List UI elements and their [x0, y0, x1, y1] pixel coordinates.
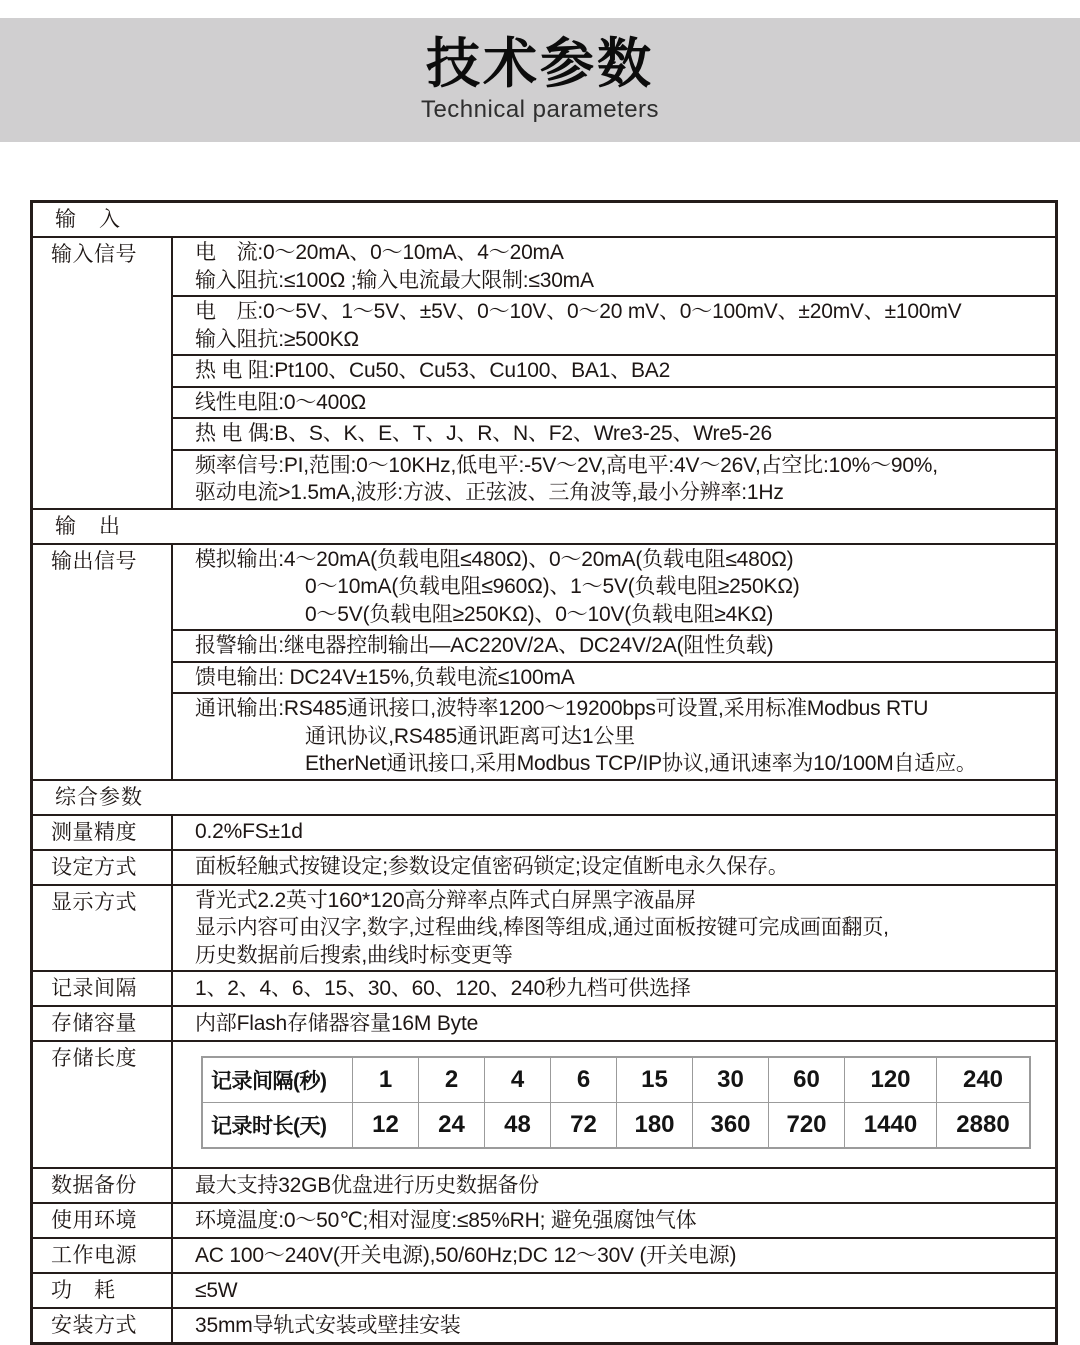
row-content	[173, 1007, 1055, 1040]
row-content	[173, 1239, 1055, 1272]
spec-line: 模拟输出:4～20mA(负载电阻≤480Ω)、0～20mA(负载电阻≤480Ω)	[195, 547, 794, 571]
spec-sub-row	[173, 631, 1055, 663]
spec-table	[30, 200, 1058, 1345]
row-content	[173, 1274, 1055, 1307]
row-content	[173, 972, 1055, 1005]
storage-table	[201, 1056, 1031, 1149]
storage-cell: 1440	[845, 1103, 937, 1147]
spec-sub-row	[173, 694, 1055, 779]
storage-table-wrap	[173, 1042, 1055, 1167]
row-label: 记录间隔	[33, 972, 173, 1005]
spec-sub-row	[173, 419, 1055, 451]
storage-cell: 72	[551, 1103, 617, 1147]
section-title-output: 输 出	[55, 514, 121, 538]
spec-line: 输入阻抗:≥500KΩ	[195, 327, 359, 351]
row-power-supply	[33, 1239, 1055, 1274]
spec-line: 历史数据前后搜索,曲线时标变更等	[195, 943, 513, 967]
row-label: 使用环境	[33, 1204, 173, 1237]
row-content	[173, 886, 1055, 971]
spec-sub-row	[173, 238, 1055, 297]
storage-cell: 360	[693, 1103, 769, 1147]
row-label-input-signal: 输入信号	[33, 238, 173, 508]
row-label: 设定方式	[33, 851, 173, 884]
spec-line: 电 压:0～5V、1～5V、±5V、0～10V、0～20 mV、0～100mV、±20mV、±100mV	[195, 300, 962, 323]
storage-cell: 1	[353, 1058, 419, 1102]
spec-line: 显示内容可由汉字,数字,过程曲线,棒图等组成,通过面板按键可完成画面翻页,	[195, 916, 889, 939]
row-installation-method	[33, 1309, 1055, 1342]
page-title: 技术参数	[426, 33, 654, 94]
storage-cell: 12	[353, 1103, 419, 1147]
spec-sub-row	[173, 663, 1055, 695]
spec-line: 输入阻抗:≤100Ω ;输入电流最大限制:≤30mA	[195, 268, 594, 292]
storage-cell: 4	[485, 1058, 551, 1102]
section-title-general: 综合参数	[55, 785, 143, 809]
spec-line: 驱动电流>1.5mA,波形:方波、正弦波、三角波等,最小分辨率:1Hz	[195, 481, 784, 504]
spec-line: 通讯输出:RS485通讯接口,波特率1200～19200bps可设置,采用标准Modbus RTU	[195, 697, 929, 720]
spec-line: 35mm导轨式安装或壁挂安装	[195, 1313, 461, 1337]
storage-cell: 240	[962, 1066, 1004, 1093]
spec-line: 线性电阻:0～400Ω	[195, 390, 367, 414]
spec-line: 内部Flash存储器容量16M Byte	[195, 1011, 479, 1035]
row-label: 存储长度	[33, 1042, 173, 1167]
spec-line: 报警输出:继电器控制输出—AC220V/2A、DC24V/2A(阻性负载)	[195, 634, 774, 657]
section-row-general	[33, 781, 1055, 816]
storage-cell: 记录时长(天)	[203, 1103, 353, 1147]
row-content	[173, 1042, 1055, 1167]
spec-line: 馈电输出: DC24V±15%,负载电流≤100mA	[195, 665, 575, 689]
storage-cell: 2	[419, 1058, 485, 1102]
row-record-interval	[33, 972, 1055, 1007]
spec-line: 环境温度:0～50℃;相对湿度:≤85%RH; 避免强腐蚀气体	[195, 1208, 697, 1232]
row-storage-capacity	[33, 1007, 1055, 1042]
spec-line: 背光式2.2英寸160*120高分辩率点阵式白屏黑字液晶屏	[195, 888, 696, 912]
row-label: 显示方式	[33, 886, 173, 971]
row-label: 功 耗	[33, 1274, 173, 1307]
storage-cell: 30	[693, 1058, 769, 1102]
section-row-output	[33, 510, 1055, 545]
spec-line: 通讯协议,RS485通讯距离可达1公里	[305, 724, 635, 748]
storage-cell: 24	[419, 1103, 485, 1147]
row-content	[173, 851, 1055, 884]
row-operating-environment	[33, 1204, 1055, 1239]
row-setting-method	[33, 851, 1055, 886]
storage-cell: 2880	[956, 1111, 1010, 1138]
row-label: 测量精度	[33, 816, 173, 849]
output-signal-content	[173, 545, 1055, 779]
storage-cell: 48	[485, 1103, 551, 1147]
spec-line: 0～5V(负载电阻≥250KΩ)、0～10V(负载电阻≥4KΩ)	[305, 602, 774, 626]
storage-cell: 6	[551, 1058, 617, 1102]
row-label: 存储容量	[33, 1007, 173, 1040]
row-label: 工作电源	[33, 1239, 173, 1272]
storage-cell: 60	[769, 1058, 845, 1102]
title-band	[0, 18, 1080, 142]
spec-line: 热 电 偶:B、S、K、E、T、J、R、N、F2、Wre3-25、Wre5-26	[195, 422, 772, 445]
storage-table-row	[203, 1058, 1029, 1103]
row-label: 安装方式	[33, 1309, 173, 1342]
row-content	[173, 816, 1055, 849]
spec-line: AC 100～240V(开关电源),50/60Hz;DC 12～30V (开关电源)	[195, 1243, 737, 1267]
spec-line: 最大支持32GB优盘进行历史数据备份	[195, 1173, 540, 1197]
spec-sub-row	[173, 297, 1055, 356]
row-content	[173, 1309, 1055, 1342]
section-row-input	[33, 203, 1055, 238]
spec-sub-row	[173, 356, 1055, 388]
spec-sub-row	[173, 388, 1055, 420]
spec-line: 面板轻触式按键设定;参数设定值密码锁定;设定值断电永久保存。	[195, 855, 789, 879]
row-content	[173, 1169, 1055, 1202]
storage-table-row	[203, 1103, 1029, 1147]
section-title-input: 输 入	[55, 208, 121, 231]
row-display-method	[33, 886, 1055, 973]
row-storage-length	[33, 1042, 1055, 1169]
input-signal-row	[33, 238, 1055, 510]
spec-line: EtherNet通讯接口,采用Modbus TCP/IP协议,通讯速率为10/100M自适应。	[305, 752, 977, 775]
row-power-consumption	[33, 1274, 1055, 1309]
spec-sub-row	[173, 886, 1055, 971]
row-measurement-accuracy	[33, 816, 1055, 851]
spec-line: ≤5W	[195, 1278, 238, 1302]
storage-cell: 120	[845, 1058, 937, 1102]
spec-line: 0.2%FS±1d	[195, 820, 303, 844]
spec-line: 0～10mA(负载电阻≤960Ω)、1～5V(负载电阻≥250KΩ)	[305, 575, 800, 598]
spec-line: 热 电 阻:Pt100、Cu50、Cu53、Cu100、BA1、BA2	[195, 359, 671, 382]
spec-sub-row	[173, 545, 1055, 632]
storage-cell: 180	[617, 1103, 693, 1147]
spec-line: 电 流:0～20mA、0～10mA、4～20mA	[195, 241, 564, 264]
page-subtitle: Technical parameters	[420, 96, 660, 124]
storage-cell: 15	[617, 1058, 693, 1102]
storage-cell: 记录间隔(秒)	[203, 1058, 353, 1102]
row-label: 数据备份	[33, 1169, 173, 1202]
spec-line: 频率信号:PI,范围:0～10KHz,低电平:-5V～2V,高电平:4V～26V,占空比:10%～90%,	[195, 453, 938, 477]
storage-cell: 720	[769, 1103, 845, 1147]
row-content	[173, 1204, 1055, 1237]
output-signal-row	[33, 545, 1055, 781]
row-label-output-signal: 输出信号	[33, 545, 173, 779]
spec-sub-row	[173, 451, 1055, 508]
input-signal-content	[173, 238, 1055, 508]
row-data-backup	[33, 1169, 1055, 1204]
spec-line: 1、2、4、6、15、30、60、120、240秒九档可供选择	[195, 976, 691, 1000]
